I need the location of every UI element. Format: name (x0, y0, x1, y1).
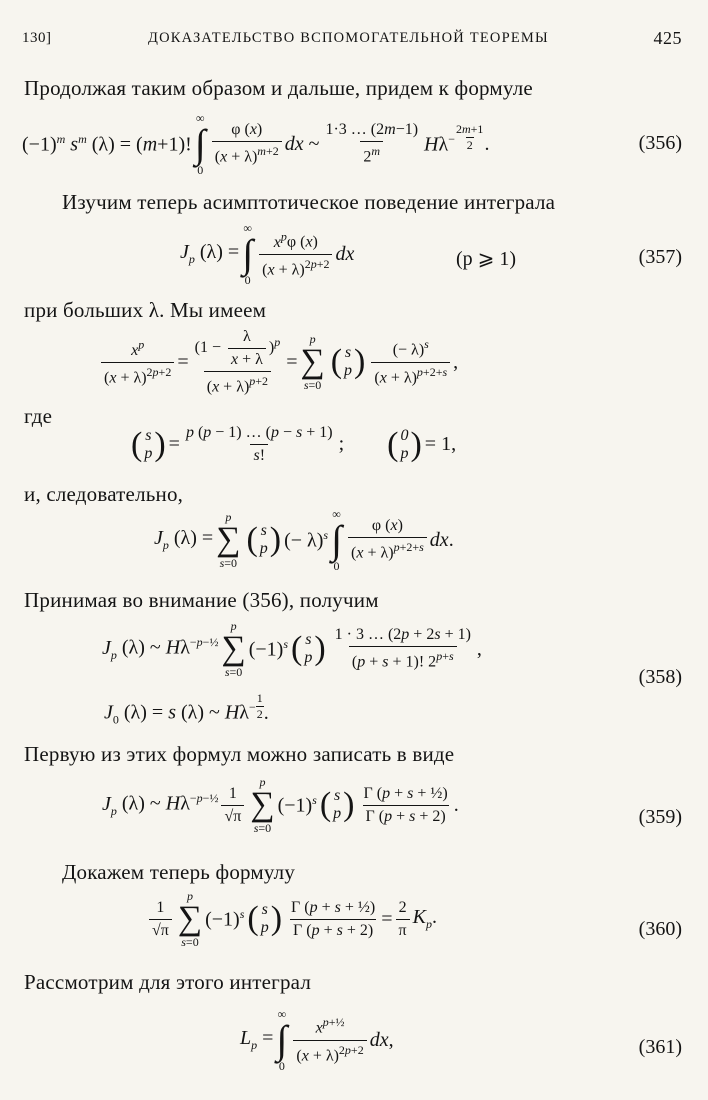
equation-361: $L_p$ = ∞ ∫ 0 $\frac{x^{p+\frac{1}{2}}}{(x + \lambda)^{2p+2}}$ dx, (240, 1007, 394, 1073)
equation-number-361: (361) (638, 1036, 682, 1058)
equation-358a: $J_p$ (λ) ~ $H\lambda^{-p-\frac{1}{2}}$ p ∑ s=0 $(-1)^s$ ( s p ) $\frac{1 \cdot 3 \dots (2p + 2s + 1)}{(p + s + 1)! 2^{p+s}}$ , (102, 619, 482, 679)
equation-360: $\frac{1}{√\pi}$ p ∑ s=0 $(-1)^s$ ( s p ) $\frac{\text{Γ (p + s + ½)}}{\Gamma (p + s + 2)}$ = $\frac{2}{\pi}$ $K_p$. (146, 890, 437, 948)
equation-binomial: ( s p ) = $\frac{p (p - 1) \dots (p - s + 1)}{s!}$ ; ( 0 p ) = 1, (131, 424, 457, 464)
equation-number-360: (360) (638, 918, 682, 940)
paragraph-1: Продолжая таким образом и дальше, придем к формуле (24, 76, 533, 100)
paragraph-9: Рассмотрим для этого интеграл (24, 970, 312, 994)
equation-356: $(-1)^m$ $s^m$ (λ) = (m+1)! ∞ ∫ 0 $\frac{\varphi (x)}{(x + \lambda)^{m+2}}$ dx ~ $\frac{1\cdot 3 \dots (2m-1)}{2^m}$ Hλ− $\frac{2m+1}{2}$ . (22, 111, 490, 177)
paragraph-3: при больших λ. Мы имеем (24, 298, 267, 322)
paragraph-7: Первую из этих формул можно записать в виде (24, 742, 455, 766)
equation-357: $J_p$ (λ) = ∞ ∫ 0 $\frac{x^p\varphi (x)}{(x + \lambda)^{2p+2}}$ dx (180, 221, 355, 287)
paragraph-5: и, следовательно, (24, 482, 184, 506)
equation-jp-sum: $J_p$ (λ) = p ∑ s=0 ( s p ) (− λ)$^s$ ∞ ∫ 0 $\frac{\varphi (x)}{(x + \lambda)^{p+2+s}}$ dx. (154, 507, 454, 573)
section-number: 130] (22, 30, 52, 46)
equation-357-condition: (p ⩾ 1) (456, 248, 517, 270)
equation-358b: $J_0$ (λ) = s (λ) ~ Hλ− $\frac{1}{2}$ . (104, 691, 269, 727)
equation-number-359: (359) (638, 806, 682, 828)
equation-number-357: (357) (638, 246, 682, 268)
paragraph-6: Принимая во внимание (356), получим (24, 588, 379, 612)
paragraph-4: где (24, 404, 53, 428)
paragraph-8: Докажем теперь формулу (62, 860, 296, 884)
equation-number-358: (358) (638, 666, 682, 688)
equation-number-356: (356) (638, 132, 682, 154)
page-number: 425 (653, 28, 682, 48)
running-title: ДОКАЗАТЕЛЬСТВО ВСПОМОГАТЕЛЬНОЙ ТЕОРЕМЫ (148, 30, 549, 46)
running-header (22, 28, 682, 52)
equation-expansion: $\frac{x^p}{(x + \lambda)^{2p+2}}$ = (1 − $\frac{\lambda}{x + \lambda}$ )$^p$ $(x + \lambda)^{p+2}$ = p ∑ s=0 ( s p ) $\frac{(- \lambda)^s}{(x + \lambda)^{p+2+s}}$ , (98, 328, 458, 396)
equation-359: $J_p$ (λ) ~ $H\lambda^{-p-\frac{1}{2}}$ $\frac{1}{√\pi}$ p ∑ s=0 $(-1)^s$ ( s p ) $\frac{\text{Γ (p + s + ½)}}{\Gamma (p + s + 2)}$ . (102, 775, 459, 835)
paragraph-2: Изучим теперь асимптотическое поведение интеграла (62, 190, 556, 214)
